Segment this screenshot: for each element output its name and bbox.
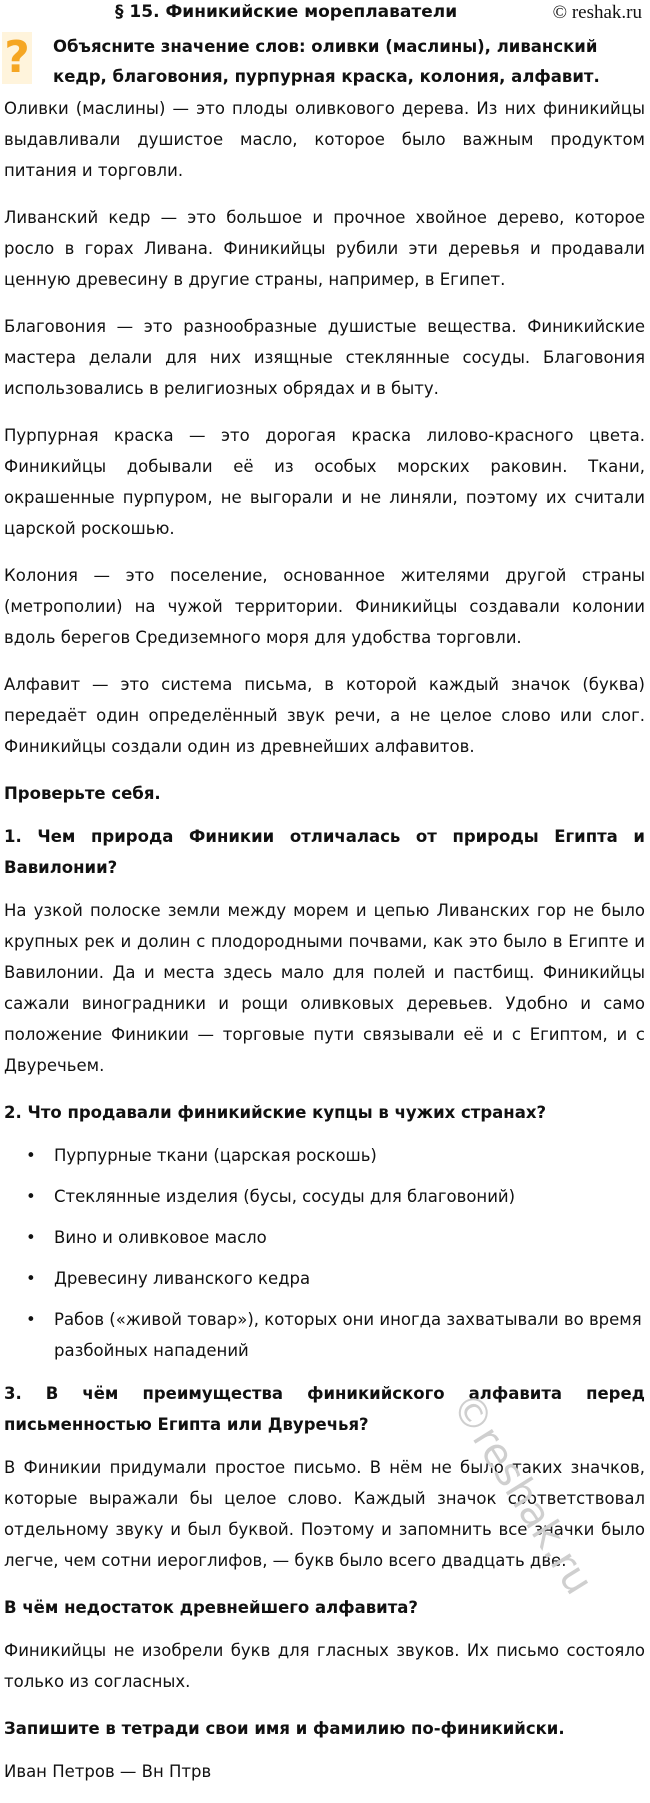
list-item: • Рабов («живой товар»), которых они иногда захватывали во время разбойных нападений bbox=[4, 1304, 645, 1366]
answer-5: Иван Петров — Вн Птрв bbox=[4, 1762, 212, 1781]
question-2: 2. Что продавали финикийские купцы в чужих странах? bbox=[4, 1103, 547, 1122]
list-item: • Стеклянные изделия (бусы, сосуды для благовоний) bbox=[4, 1181, 645, 1212]
definition-incense: Благовония — это разнообразные душистые вещества. Финикийские мастера делали для них изящные стеклянные сосуды. Благовония использовались в религиозных обрядах и в быту. bbox=[4, 317, 645, 398]
task-text: Объясните значение слов: оливки (маслины), ливанский кедр, благовония, пурпурная краска, колония, алфавит. bbox=[53, 37, 600, 86]
question-mark-icon: ? bbox=[2, 32, 32, 84]
question-5: Запишите в тетради свои имя и фамилию по-финикийски. bbox=[4, 1719, 565, 1738]
watermark: ©reshak.ru bbox=[441, 1384, 602, 1603]
question-3: 3. В чём преимущества финикийского алфавита перед письменностью Египта или Двуречья? bbox=[4, 1384, 645, 1434]
section-title: § 15. Финикийские мореплаватели bbox=[115, 2, 458, 22]
page-header bbox=[0, 0, 650, 28]
list-item: • Вино и оливковое масло bbox=[4, 1222, 645, 1253]
answer-4: Финикийцы не изобрели букв для гласных звуков. Их письмо состояло только из согласных. bbox=[4, 1641, 645, 1691]
answer-1: На узкой полоске земли между морем и цепью Ливанских гор не было крупных рек и долин с плодородными почвами, как это было в Египте и Вавилонии. Да и места здесь мало для полей и пастбищ. Финикийцы сажали виноградники и рощи оливковых деревьев. Удобно и само положение Финикии — торговые пути связывали её и с Египтом, и с Двуречьем. bbox=[4, 901, 645, 1075]
check-heading: Проверьте себя. bbox=[4, 784, 161, 803]
definition-cedar: Ливанский кедр — это большое и прочное хвойное дерево, которое росло в горах Ливана. Финикийцы рубили эти деревья и продавали ценную древесину в другие страны, например, в Египет. bbox=[4, 208, 645, 289]
copyright: © reshak.ru bbox=[552, 2, 642, 23]
definition-olives: Оливки (маслины) — это плоды оливкового дерева. Из них финикийцы выдавливали душистое масло, которое было важным продуктом питания и торговли. bbox=[4, 99, 645, 180]
definition-alphabet: Алфавит — это система письма, в которой каждый значок (буква) передаёт один определённый звук речи, а не целое слово или слог. Финикийцы создали один из древнейших алфавитов. bbox=[4, 675, 645, 756]
list-item: • Пурпурные ткани (царская роскошь) bbox=[4, 1140, 645, 1171]
definition-colony: Колония — это поселение, основанное жителями другой страны (метрополии) на чужой территории. Финикийцы создавали колонии вдоль берегов Средиземного моря для удобства торговли. bbox=[4, 566, 645, 647]
answer-2-list bbox=[4, 1140, 645, 1366]
answer-3: В Финикии придумали простое письмо. В нём не было таких значков, которые выражали бы целое слово. Каждый значок соответствовал отдельному звуку и был буквой. Поэтому и запомнить все значки было легче, чем сотни иероглифов, — букв было всего двадцать две. bbox=[4, 1458, 645, 1570]
question-4: В чём недостаток древнейшего алфавита? bbox=[4, 1598, 418, 1617]
question-1: 1. Чем природа Финикии отличалась от природы Египта и Вавилонии? bbox=[4, 827, 645, 877]
list-item: • Древесину ливанского кедра bbox=[4, 1263, 645, 1294]
definition-purple: Пурпурная краска — это дорогая краска лилово-красного цвета. Финикийцы добывали её из особых морских раковин. Ткани, окрашенные пурпуром, не выгорали и не линяли, поэтому их считали царской роскошью. bbox=[4, 426, 645, 538]
